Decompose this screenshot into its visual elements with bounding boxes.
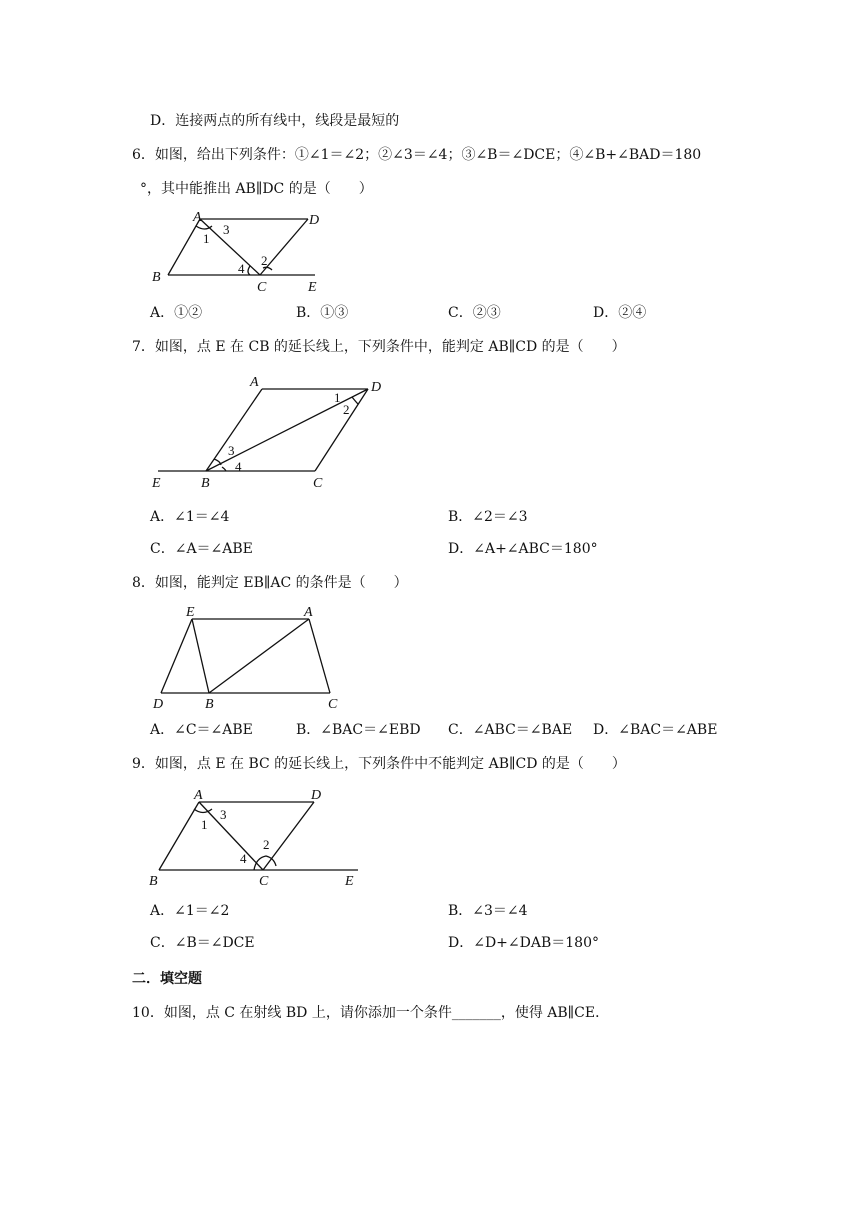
q8-option-b: B．∠BAC＝∠EBD <box>296 722 421 738</box>
q7-label-e: E <box>152 476 161 491</box>
q7-label-a: A <box>250 375 259 390</box>
q6-option-c: C．②③ <box>448 305 501 321</box>
q6-option-d: D．②④ <box>593 305 647 321</box>
q7-label-1: 1 <box>334 390 341 405</box>
q9-label-c: C <box>259 874 269 889</box>
q9-label-e: E <box>345 874 354 889</box>
q7-label-4: 4 <box>235 459 242 474</box>
q7-option-d: D．∠A+∠ABC＝180° <box>448 541 598 557</box>
q6-label-d: D <box>309 213 320 228</box>
q6-stem-line2: °，其中能推出 AB∥DC 的是（ ） <box>140 181 373 197</box>
q8-label-b: B <box>205 697 214 712</box>
q9-label-4: 4 <box>240 851 247 866</box>
q6-option-b: B．①③ <box>296 305 349 321</box>
q9-option-c: C．∠B＝∠DCE <box>150 935 255 951</box>
q9-line-ac <box>199 802 263 870</box>
q9-label-1: 1 <box>201 817 208 832</box>
q7-stem: 7．如图，点 E 在 CB 的延长线上，下列条件中，能判定 AB∥CD 的是（ ） <box>132 339 626 355</box>
q6-label-2: 2 <box>261 253 268 268</box>
q9-label-3: 3 <box>220 807 227 822</box>
q10-stem: 10．如图，点 C 在射线 BD 上，请你添加一个条件_______，使得 AB∥CE． <box>132 1005 610 1021</box>
q7-option-c: C．∠A＝∠ABE <box>150 541 253 557</box>
q7-label-c: C <box>313 476 323 491</box>
q8-label-c: C <box>328 697 338 712</box>
q8-label-a: A <box>304 605 313 620</box>
q8-option-c: C．∠ABC＝∠BAE <box>448 722 573 738</box>
q6-option-a: A．①② <box>150 305 203 321</box>
q9-label-2: 2 <box>263 837 270 852</box>
q8-label-e: E <box>186 605 195 620</box>
section-title: 二．填空题 <box>132 971 202 987</box>
q7-option-a: A．∠1＝∠4 <box>150 509 230 525</box>
q6-stem-line1: 6．如图，给出下列条件：①∠1＝∠2；②∠3＝∠4；③∠B＝∠DCE；④∠B+∠BAD＝180 <box>132 147 702 163</box>
q9-line-dc <box>263 802 314 870</box>
q7-label-b: B <box>201 476 210 491</box>
q7-label-2: 2 <box>343 402 350 417</box>
q9-arc-a <box>194 809 212 813</box>
q9-label-d: D <box>311 788 322 803</box>
q9-option-b: B．∠3＝∠4 <box>448 903 528 919</box>
q6-label-1: 1 <box>203 231 210 246</box>
q9-option-d: D．∠D+∠DAB＝180° <box>448 935 599 951</box>
q6-label-c: C <box>257 280 267 295</box>
q9-stem: 9．如图，点 E 在 BC 的延长线上，下列条件中不能判定 AB∥CD 的是（ ） <box>132 756 626 772</box>
q5-option-d: D．连接两点的所有线中，线段是最短的 <box>150 113 400 129</box>
q9-label-b: B <box>149 874 158 889</box>
q9-line-ab <box>159 802 199 870</box>
q8-option-a: A．∠C＝∠ABE <box>150 722 253 738</box>
q7-label-3: 3 <box>228 443 235 458</box>
q6-label-b: B <box>152 270 161 285</box>
q8-option-d: D．∠BAC＝∠ABE <box>593 722 718 738</box>
q6-label-3: 3 <box>223 222 230 237</box>
q6-label-4: 4 <box>238 261 245 276</box>
q9-label-a: A <box>194 788 203 803</box>
q8-stem: 8．如图，能判定 EB∥AC 的条件是（ ） <box>132 575 408 591</box>
q6-label-e: E <box>308 280 317 295</box>
q7-option-b: B．∠2＝∠3 <box>448 509 528 525</box>
q8-label-d: D <box>153 697 164 712</box>
q7-label-d: D <box>371 380 382 395</box>
q6-label-a: A <box>193 210 202 225</box>
q9-option-a: A．∠1＝∠2 <box>150 903 230 919</box>
